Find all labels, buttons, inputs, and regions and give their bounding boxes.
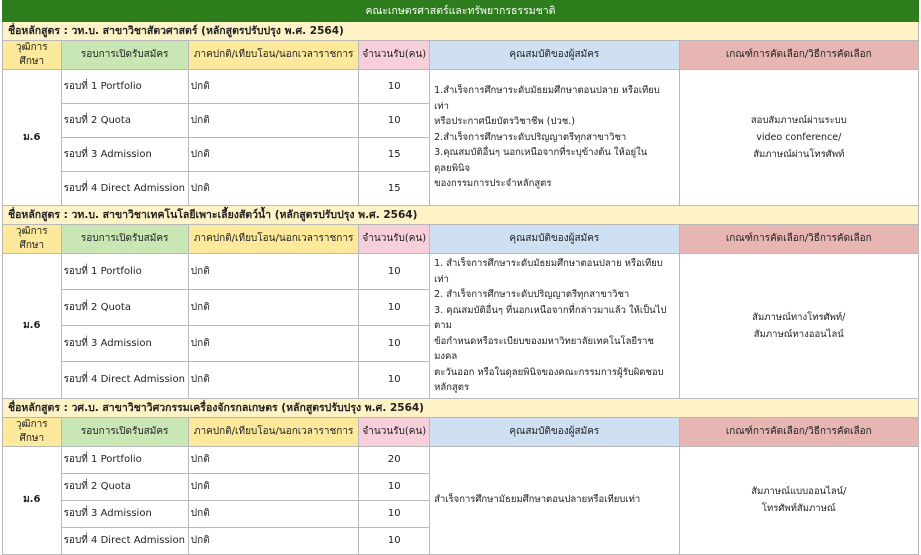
term-cell: ปกติ	[188, 446, 359, 473]
header-round: รอบการเปิดรับสมัคร	[61, 41, 188, 70]
quota-cell: 10	[359, 362, 430, 398]
qualification-line: สำเร็จการศึกษามัธยมศึกษาตอนปลายหรือเทียบเท่า	[434, 494, 641, 506]
round-cell: รอบที่ 1 Portfolio	[61, 254, 188, 290]
quota-cell: 10	[359, 473, 430, 500]
education-level: ม.6	[3, 254, 62, 399]
round-cell: รอบที่ 4 Direct Admission	[61, 172, 188, 206]
term-cell: ปกติ	[188, 290, 359, 326]
quota-cell: 15	[359, 172, 430, 206]
criteria-line: สอบสัมภาษณ์ผ่านระบบ	[750, 115, 847, 126]
header-round: รอบการเปิดรับสมัคร	[61, 417, 188, 446]
term-cell: ปกติ	[188, 362, 359, 398]
term-cell: ปกติ	[188, 70, 359, 104]
quota-cell: 10	[359, 326, 430, 362]
qualification-line: 2. สำเร็จการศึกษาระดับปริญญาตรีทุกสาขาวิชา	[434, 289, 630, 300]
education-level: ม.6	[3, 446, 62, 554]
round-cell: รอบที่ 1 Portfolio	[61, 446, 188, 473]
program-name: ชื่อหลักสูตร : วท.บ. สาขาวิชาเทคโนโลยีเพาะเลี้ยงสัตว์น้ำ (หลักสูตรปรับปรุง พ.ศ. 2564)	[3, 206, 919, 225]
term-cell: ปกติ	[188, 326, 359, 362]
term-cell: ปกติ	[188, 473, 359, 500]
header-level: วุฒิการศึกษา	[3, 41, 62, 70]
header-term: ภาคปกติ/เทียบโอน/นอกเวลาราชการ	[188, 41, 359, 70]
term-cell: ปกติ	[188, 138, 359, 172]
criteria-line: video conference/	[756, 132, 842, 143]
criteria-line: สัมภาษณ์ทางโทรศัพท์/	[752, 311, 846, 323]
qualification-cell	[430, 254, 679, 399]
table-row	[3, 70, 919, 104]
quota-cell: 10	[359, 104, 430, 138]
admission-table	[2, 0, 919, 555]
criteria-cell	[679, 254, 918, 399]
round-cell: รอบที่ 3 Admission	[61, 138, 188, 172]
header-criteria: เกณฑ์การคัดเลือก/วิธีการคัดเลือก	[679, 225, 918, 254]
criteria-cell	[679, 70, 918, 206]
header-quota: จำนวนรับ(คน)	[359, 417, 430, 446]
round-cell: รอบที่ 2 Quota	[61, 104, 188, 138]
round-cell: รอบที่ 4 Direct Admission	[61, 362, 188, 398]
header-level: วุฒิการศึกษา	[3, 417, 62, 446]
qualification-cell	[430, 446, 679, 554]
quota-cell: 10	[359, 527, 430, 554]
header-criteria: เกณฑ์การคัดเลือก/วิธีการคัดเลือก	[679, 41, 918, 70]
round-cell: รอบที่ 4 Direct Admission	[61, 527, 188, 554]
program-header	[3, 398, 919, 417]
term-cell: ปกติ	[188, 172, 359, 206]
round-cell: รอบที่ 2 Quota	[61, 473, 188, 500]
criteria-line: สัมภาษณ์ทางออนไลน์	[753, 328, 844, 340]
quota-cell: 10	[359, 70, 430, 104]
criteria-line: สัมภาษณ์ผ่านโทรศัพท์	[753, 149, 845, 160]
column-header-row	[3, 225, 919, 254]
quota-cell: 10	[359, 500, 430, 527]
term-cell: ปกติ	[188, 104, 359, 138]
education-level: ม.6	[3, 70, 62, 206]
column-header-row	[3, 417, 919, 446]
header-quota: จำนวนรับ(คน)	[359, 225, 430, 254]
faculty-title: คณะเกษตรศาสตร์และทรัพยากรธรรมชาติ	[3, 1, 919, 22]
header-criteria: เกณฑ์การคัดเลือก/วิธีการคัดเลือก	[679, 417, 918, 446]
qualification-cell	[430, 70, 679, 206]
header-qualification: คุณสมบัติของผู้สมัคร	[430, 41, 679, 70]
criteria-cell	[679, 446, 918, 554]
qualification-line: ข้อกำหนดหรือระเบียบของมหาวิทยาลัยเทคโนโลยีราชมงคล	[434, 335, 654, 362]
quota-cell: 20	[359, 446, 430, 473]
qualification-line: หรือประกาศนียบัตรวิชาชีพ (ปวช.)	[434, 116, 576, 128]
header-quota: จำนวนรับ(คน)	[359, 41, 430, 70]
program-name: ชื่อหลักสูตร : วศ.บ. สาขาวิชาวิศวกรรมเครื่องจักรกลเกษตร (หลักสูตรปรับปรุง พ.ศ. 2564)	[3, 398, 919, 417]
header-level: วุฒิการศึกษา	[3, 225, 62, 254]
faculty-banner	[3, 1, 919, 22]
header-term: ภาคปกติ/เทียบโอน/นอกเวลาราชการ	[188, 225, 359, 254]
column-header-row	[3, 41, 919, 70]
qualification-line: 1. สำเร็จการศึกษาระดับมัธยมศึกษาตอนปลาย หรือเทียบเท่า	[434, 258, 663, 285]
qualification-line: 2.สำเร็จการศึกษาระดับปริญญาตรีทุกสาขาวิชา	[434, 131, 627, 143]
qualification-line: หลักสูตร	[434, 382, 470, 393]
qualification-line: 3. คุณสมบัติอื่นๆ ที่นอกเหนือจากที่กล่าวมาแล้ว ให้เป็นไปตาม	[434, 304, 667, 331]
qualification-line: 3.คุณสมบัติอื่นๆ นอกเหนือจากที่ระบุข้างต้น ให้อยู่ในดุลยพินิจ	[434, 147, 648, 174]
header-round: รอบการเปิดรับสมัคร	[61, 225, 188, 254]
qualification-line: ของกรรมการประจำหลักสูตร	[434, 178, 552, 190]
quota-cell: 10	[359, 290, 430, 326]
quota-cell: 10	[359, 254, 430, 290]
header-term: ภาคปกติ/เทียบโอน/นอกเวลาราชการ	[188, 417, 359, 446]
round-cell: รอบที่ 3 Admission	[61, 326, 188, 362]
table-row	[3, 254, 919, 290]
term-cell: ปกติ	[188, 500, 359, 527]
term-cell: ปกติ	[188, 527, 359, 554]
qualification-line: ตะวันออก หรือในดุลยพินิจของคณะกรรมการผู้รับผิดชอบ	[434, 366, 664, 378]
program-name: ชื่อหลักสูตร : วท.บ. สาขาวิชาสัตวศาสตร์ (หลักสูตรปรับปรุง พ.ศ. 2564)	[3, 22, 919, 41]
qualification-line: 1.สำเร็จการศึกษาระดับมัธยมศึกษาตอนปลาย หรือเทียบเท่า	[434, 85, 660, 112]
round-cell: รอบที่ 1 Portfolio	[61, 70, 188, 104]
round-cell: รอบที่ 3 Admission	[61, 500, 188, 527]
header-qualification: คุณสมบัติของผู้สมัคร	[430, 225, 679, 254]
criteria-line: โทรศัพท์สัมภาษณ์	[761, 503, 836, 514]
program-header	[3, 206, 919, 225]
table-row	[3, 446, 919, 473]
term-cell: ปกติ	[188, 254, 359, 290]
quota-cell: 15	[359, 138, 430, 172]
program-header	[3, 22, 919, 41]
criteria-line: สัมภาษณ์แบบออนไลน์/	[751, 486, 847, 497]
header-qualification: คุณสมบัติของผู้สมัคร	[430, 417, 679, 446]
round-cell: รอบที่ 2 Quota	[61, 290, 188, 326]
